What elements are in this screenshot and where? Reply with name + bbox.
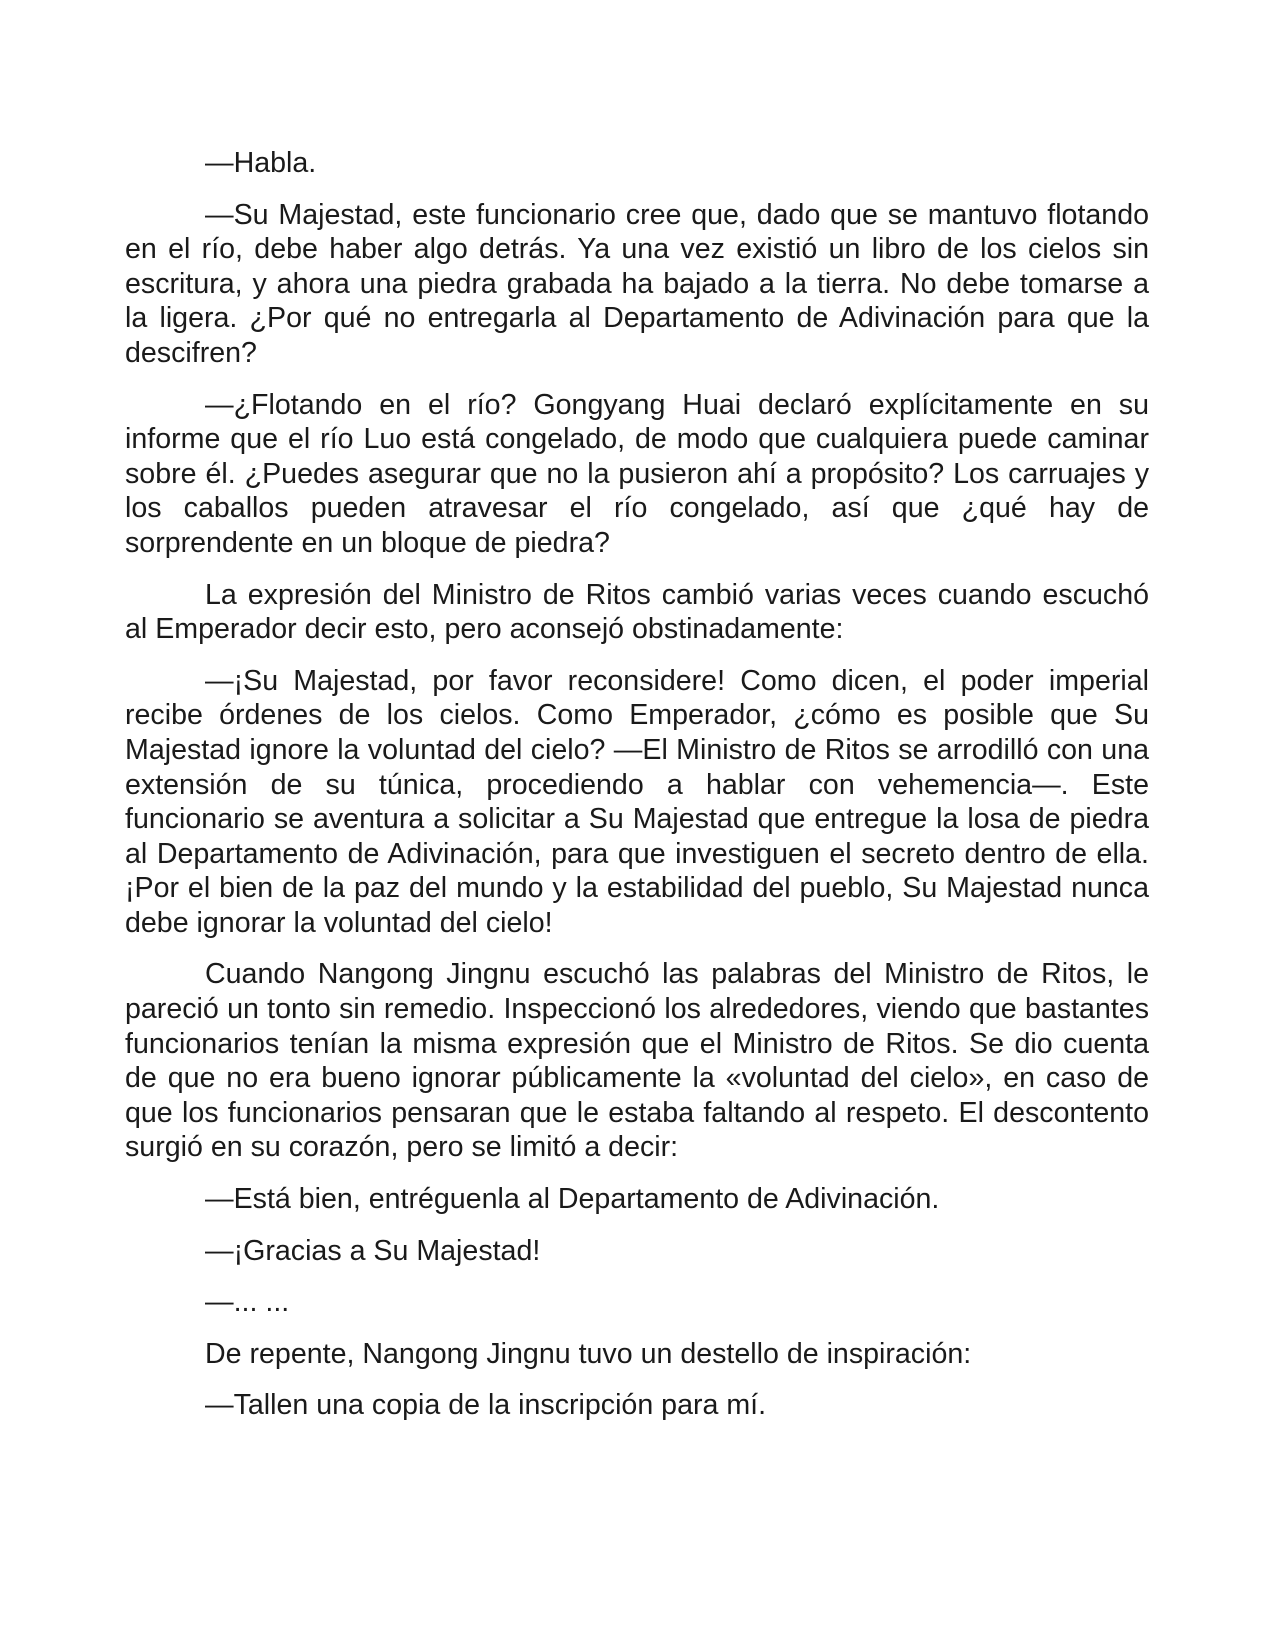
paragraph: De repente, Nangong Jingnu tuvo un destello de inspiración: — [205, 1337, 972, 1370]
paragraph: La expresión del Ministro de Ritos cambió varias veces cuando escuchó al Emperador decir esto, pero aconsejó obstinadamente: — [125, 578, 1149, 646]
paragraph: —... ... — [205, 1286, 290, 1319]
body-text — [125, 146, 1149, 1423]
paragraph: —¡Gracias a Su Majestad! — [205, 1234, 541, 1267]
paragraph: —Habla. — [205, 147, 317, 179]
paragraph: —Está bien, entréguenla al Departamento de Adivinación. — [205, 1183, 940, 1216]
paragraph: Cuando Nangong Jingnu escuchó las palabras del Ministro de Ritos, le pareció un tonto sin remedio. Inspeccionó los alrededores, viendo que bastantes funcionarios tenían la misma expresión que el Ministro de Ritos. Se dio cuenta de que no era bueno ignorar públicamente la «voluntad del cielo», en caso de que los funcionarios pensaran que le estaba faltando al respeto. El descontento surgió en su corazón, pero se limitó a decir: — [125, 958, 1149, 1164]
paragraph: —Su Majestad, este funcionario cree que, dado que se mantuvo flotando en el río, debe haber algo detrás. Ya una vez existió un libro de los cielos sin escritura, y ahora una piedra grabada ha bajado a la tierra. No debe tomarse a la ligera. ¿Por qué no entregarla al Departamento de Adivinación para que la descifren? — [125, 198, 1149, 369]
paragraph: —Tallen una copia de la inscripción para mí. — [205, 1389, 767, 1422]
paragraph: —¿Flotando en el río? Gongyang Huai declaró explícitamente en su informe que el río Luo está congelado, de modo que cualquiera puede caminar sobre él. ¿Puedes asegurar que no la pusieron ahí a propósito? Los carruajes y los caballos pueden atravesar el río congelado, así que ¿qué hay de sorprendente en un bloque de piedra? — [125, 388, 1149, 559]
paragraph: —¡Su Majestad, por favor reconsidere! Como dicen, el poder imperial recibe órdenes de los cielos. Como Emperador, ¿cómo es posible que Su Majestad ignore la voluntad del cielo? —El Ministro de Ritos se arrodilló con una extensión de su túnica, procediendo a hablar con vehemencia—. Este funcionario se aventura a solicitar a Su Majestad que entregue la losa de piedra al Departamento de Adivinación, para que investiguen el secreto dentro de ella. ¡Por el bien de la paz del mundo y la estabilidad del pueblo, Su Majestad nunca debe ignorar la voluntad del cielo! — [125, 664, 1149, 939]
